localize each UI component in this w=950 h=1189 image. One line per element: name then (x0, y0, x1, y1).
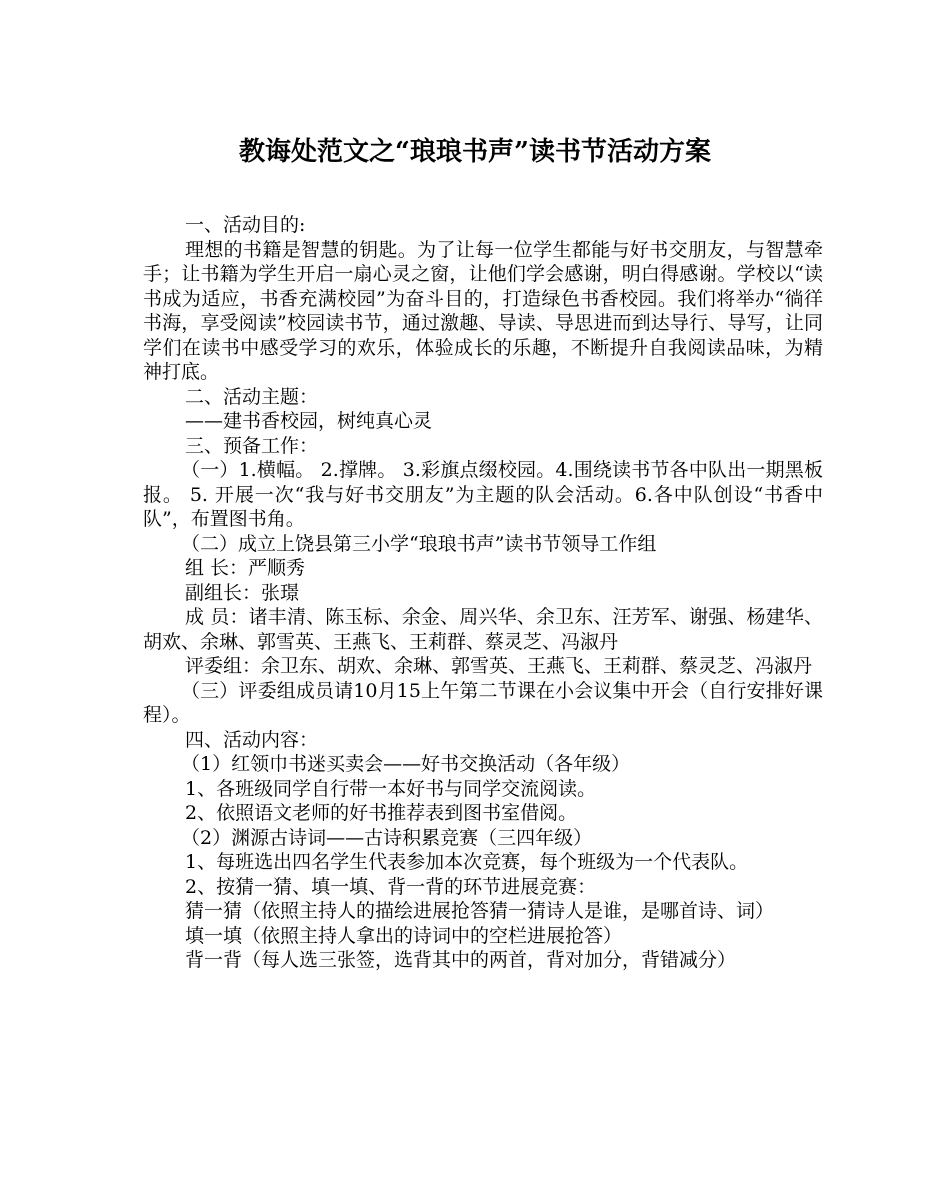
paragraph: ——建书香校园，树纯真心灵 (185, 410, 433, 432)
paragraph: 组 长：严顺秀 (185, 557, 306, 579)
paragraph: 填一填（依照主持人拿出的诗词中的空栏进展抢答） (185, 924, 623, 947)
paragraph: 1、各班级同学自行带一本好书与同学交流阅读。 (185, 777, 597, 800)
document-body (143, 213, 823, 973)
document-title: 教诲处范文之“琅琅书声”读书节活动方案 (239, 137, 711, 167)
paragraph: （二）成立上饶县第三小学“琅琅书声”读书节领导工作组 (181, 532, 657, 555)
paragraph: 背一背（每人选三张签，选背其中的两首，背对加分，背错减分） (185, 949, 737, 971)
paragraph: 成 员：诸丰清、陈玉标、余金、周兴华、余卫东、汪芳军、谢强、杨建华、胡欢、余琳、郭雪英、王燕飞、王莉群、蔡灵芝、冯淑丹 (143, 606, 823, 653)
paragraph: 二、活动主题： (185, 385, 319, 408)
paragraph: 猜一猜（依照主持人的描绘进展抢答猜一猜诗人是谁，是哪首诗、词） (185, 900, 775, 922)
paragraph: （1）红领巾书迷买卖会——好书交换活动（各年级） (181, 753, 631, 775)
paragraph: 1、每班选出四名学生代表参加本次竞赛，每个班级为一个代表队。 (185, 851, 749, 873)
paragraph: 2、按猜一猜、填一填、背一背的环节进展竞赛： (185, 875, 597, 898)
paragraph: （三）评委组成员请10月15上午第二节课在小会议集中开会（自行安排好课程）。 (143, 679, 823, 726)
paragraph: 副组长：张璟 (185, 581, 300, 604)
paragraph: （2）渊源古诗词——古诗积累竞赛（三四年级） (181, 826, 593, 849)
paragraph: 四、活动内容： (185, 728, 319, 751)
paragraph: 理想的书籍是智慧的钥匙。为了让每一位学生都能与好书交朋友，与智慧牵手；让书籍为学生开启一扇心灵之窗，让他们学会感谢，明白得感谢。学校以“读书成为适应，书香充满校园”为奋斗目的，打造绿色书香校园。我们将举办“徜徉书海，享受阅读”校园读书节，通过激趣、导读、导思进而到达导行、导写，让同学们在读书中感受学习的欢乐，体验成长的乐趣，不断提升自我阅读品味，为精神打底。 (143, 238, 823, 383)
paragraph: 2、依照语文老师的好书推荐表到图书室借阅。 (185, 802, 578, 824)
paragraph: 评委组：余卫东、胡欢、余琳、郭雪英、王燕飞、王莉群、蔡灵芝、冯淑丹 (185, 655, 813, 677)
paragraph: （一）1.横幅。 2.撑牌。 3.彩旗点缀校园。4.围绕读书节各中队出一期黑板报。 5. 开展一次“我与好书交朋友”为主题的队会活动。6.各中队创设“书香中队”，布置图书角。 (143, 459, 823, 530)
paragraph: 三、预备工作： (185, 434, 319, 457)
paragraph: 一、活动目的: (185, 214, 306, 236)
